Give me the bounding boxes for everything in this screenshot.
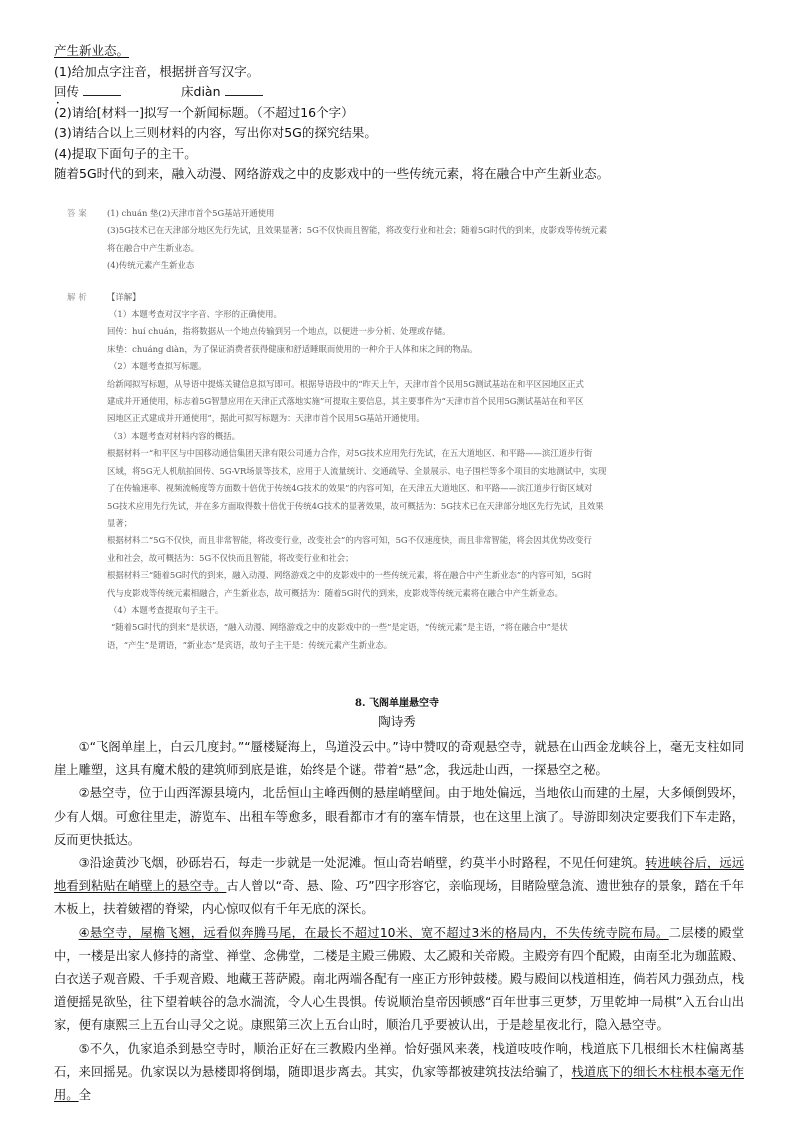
essay-paragraph-2: ②悬空寺，位于山西浑源县境内，北岳恒山主峰西侧的悬崖峭壁间。由于地处偏远，当地依山而建的土屋，大多倾倒毁坏，少有人烟。可愈往里走，游览车、出租车等愈多，眼看都市才有的塞车情景，也在这里上演了。导游即刻决定要我们下车走路，反而更快抵达。 (54, 786, 744, 847)
essay-paragraph-3 (54, 852, 744, 922)
analysis-line: （2）本题考查拟写标题。 (109, 361, 207, 372)
intro-tail: 产生新业态。 (54, 43, 130, 58)
q1-item-b: 床diàn (181, 84, 221, 99)
essay-text: 古人曾以“奇、悬、险、巧”四字形容它，亲临现场，目睹险壁急流、遗世独存的景象，踏在千年木板上，扶着皴褶的脊梁，内心惊叹似有千年无底的深长。 (54, 879, 744, 917)
analysis-line: 园地区正式建成并开通使用”，据此可拟写标题为：天津市首个民用5G基站开通使用。 (107, 413, 425, 424)
essay-paragraph-4 (54, 922, 744, 1038)
answer-label: 答案 (67, 208, 90, 218)
analysis-line: 建成并开通使用，标志着5G智慧应用在天津正式落地实施”可提取主要信息，其主要事件为“天津市首个民用5G测试基站在和平区 (107, 396, 584, 407)
analysis-line: 5G技术应用先行先试，并在多方面取得数十倍优于传统4G技术的显著效果，故可概括为：5G技术已在天津部分地区先行先试，且效果 (107, 500, 604, 511)
analysis-line: 【详解】 (107, 291, 141, 302)
analysis-line: 回传：huí chuán，指将数据从一个地点传输到另一个地点，以便进一步分析、处理或存储。 (107, 326, 451, 337)
answer-line: 将在融合中产生新业态。 (107, 242, 200, 253)
essay-paragraph-5 (54, 1038, 744, 1108)
question-4: (4)提取下面句子的主干。 (54, 145, 197, 161)
answer-line: (3)5G技术已在天津部分地区先行先试，且效果显著；5G不仅快而且智能，将改变行业和社会；随着5G时代的到来，皮影戏等传统元素 (107, 225, 608, 236)
analysis-line: “随着5G时代的到来”是状语，“融入动漫、网络游戏之中的皮影戏中的一些”是定语，“传统元素”是主语，“将在融合中”是状 (111, 622, 568, 633)
essay-body (54, 736, 744, 1107)
q1-blank-a (83, 83, 121, 96)
analysis-body (107, 289, 747, 655)
question-4-sentence: 随着5G时代的到来，融入动漫、网络游戏之中的皮影戏中的一些传统元素，将在融合中产生新业态。 (54, 166, 610, 181)
underlined-sentence: 栈道底下的细长木柱根本毫无作用。 (54, 1064, 744, 1103)
essay-text: 全 (78, 1088, 91, 1103)
analysis-line: 给新闻拟写标题，从导语中提炼关键信息拟写即可。根据导语段中的“昨天上午，天津市首个民用5G测试基站在和平区园地区正式 (107, 378, 584, 389)
essay-text: ⑤不久，仇家追杀到悬空寺时，顺治正好在三教殿内坐禅。恰好强风来袭，栈道吱吱作响，栈道底下几根细长木柱偏离基石，来回摇晃。仇家误以为悬楼即将倒塌，随即退步离去。其实，仇家等都被建筑技法给骗了， (54, 1041, 744, 1079)
analysis-line: 代与皮影戏等传统元素相融合，产生新业态，故可概括为：随着5G时代的到来，皮影戏等传统元素将在融合中产生新业态。 (107, 587, 563, 598)
question-2: (2)请给[材料一]拟写一个新闻标题。（不超过16个字） (54, 104, 354, 120)
question-1: (1)给加点字注音，根据拼音写汉字。 (54, 63, 260, 79)
question-1-items (54, 82, 744, 103)
analysis-line: 根据材料二“5G不仅快，而且非常智能，将改变行业，改变社会”的内容可知，5G不仅速度快，而且非常智能，将会因其优势改变行 (107, 535, 592, 546)
essay-title: 8. 飞阁单崖悬空寺 (355, 698, 439, 709)
answer-line: (4)传统元素产生新业态 (107, 260, 195, 271)
analysis-line: （4）本题考查提取句子主干。 (109, 604, 224, 615)
q1-blank-b (225, 83, 263, 96)
question-3: (3)请结合以上三则材料的内容，写出你对5G的探究结果。 (54, 125, 377, 140)
essay-author: 陶诗秀 (378, 714, 416, 729)
essay-text: ③沿途黄沙飞烟，砂砾岩石，每走一步就是一处泥滩。恒山奇岩峭壁，约莫半小时路程，不见任何建筑。 (78, 856, 646, 871)
analysis-line: 床垫：chuáng diàn，为了保证消费者获得健康和舒适睡眠而使用的一种介于人体和床之间的物品。 (107, 343, 478, 354)
underlined-sentence: ④悬空寺，屋檐飞翘，远看似奔腾马尾，在最长不超过10米、宽不超过3米的格局内，不失传统寺院布局。 (78, 925, 669, 940)
analysis-line: 根据材料一“和平区与中国移动通信集团天津有限公司通力合作，对5G技术应用先行先试，在五大道地区、和平路——滨江道步行街 (107, 448, 593, 459)
question-block (54, 41, 744, 185)
underlined-sentence: 转进峡谷后，远远地看到粘贴在峭壁上的悬空寺。 (54, 856, 744, 894)
analysis-line: （1）本题考查对汉字字音、字形的正确使用。 (109, 309, 282, 320)
analysis-label: 解析 (67, 291, 90, 302)
analysis-line: 区域，将5G无人机航拍回传、5G-VR场景等技术，应用于人流量统计、交通疏导、全景展示、电子围栏等多个项目的实地测试中，实现 (107, 465, 607, 476)
analysis-line: 根据材料三“随着5G时代的到来，融入动漫、网络游戏之中的皮影戏中的一些传统元素，将在融合中产生新业态”的内容可知，5G时 (107, 570, 592, 581)
analysis-line: 业和社会，故可概括为：5G不仅快而且智能，将改变行业和社会； (107, 552, 354, 563)
essay-text: 二层楼的殿堂中，一楼是出家人修持的斋堂、禅堂、念佛堂，二楼是主殿三佛殿、太乙殿和关帝殿。主殿旁有四个配殿，由南至北为珈蓝殿、白衣送子观音殿、千手观音殿、地藏王菩萨殿。南北两端各配有一座正方形钟鼓楼。殿与殿间以栈道相连，倘若风力强劲点，栈道便摇晃欲坠，往下望着峡谷的急水湍流，令人心生畏惧。传说顺治皇帝因顿感“百年世事三更梦，万里乾坤一局棋”入五台山出家，便有康熙三上五台山寻父之说。康熙第三次上五台山时，顺治几乎要被认出，于是趁星夜北行，隐入悬空寺。 (54, 925, 744, 1033)
analysis-line: （3）本题考查对材料内容的概括。 (109, 430, 240, 441)
essay-paragraph-1: ①“飞阁单崖上，白云几度封。”“蜃楼疑海上，鸟道没云中。”诗中赞叹的奇观悬空寺，就悬在山西金龙峡谷上，毫无支柱如同崖上雕塑，这具有魔术般的建筑师到底是谁，始终是个谜。带着“悬”念，我远赴山西，一探悬空之秘。 (54, 740, 744, 778)
answer-line: (1) chuán 垫(2)天津市首个5G基站开通使用 (107, 208, 275, 218)
analysis-line: 了在传输速率、视频流畅度等方面数十倍优于传统4G技术的效果”的内容可知，在天津五大道地区、和平路——滨江道步行街区域对 (107, 483, 593, 494)
answer-section (67, 205, 747, 654)
answer-body (107, 205, 747, 275)
analysis-line: 显著； (107, 517, 133, 528)
q1-item-a: 回传 (54, 84, 80, 99)
analysis-line: 语，“产生”是谓语，“新业态”是宾语，故句子主干是：传统元素产生新业态。 (107, 639, 393, 650)
